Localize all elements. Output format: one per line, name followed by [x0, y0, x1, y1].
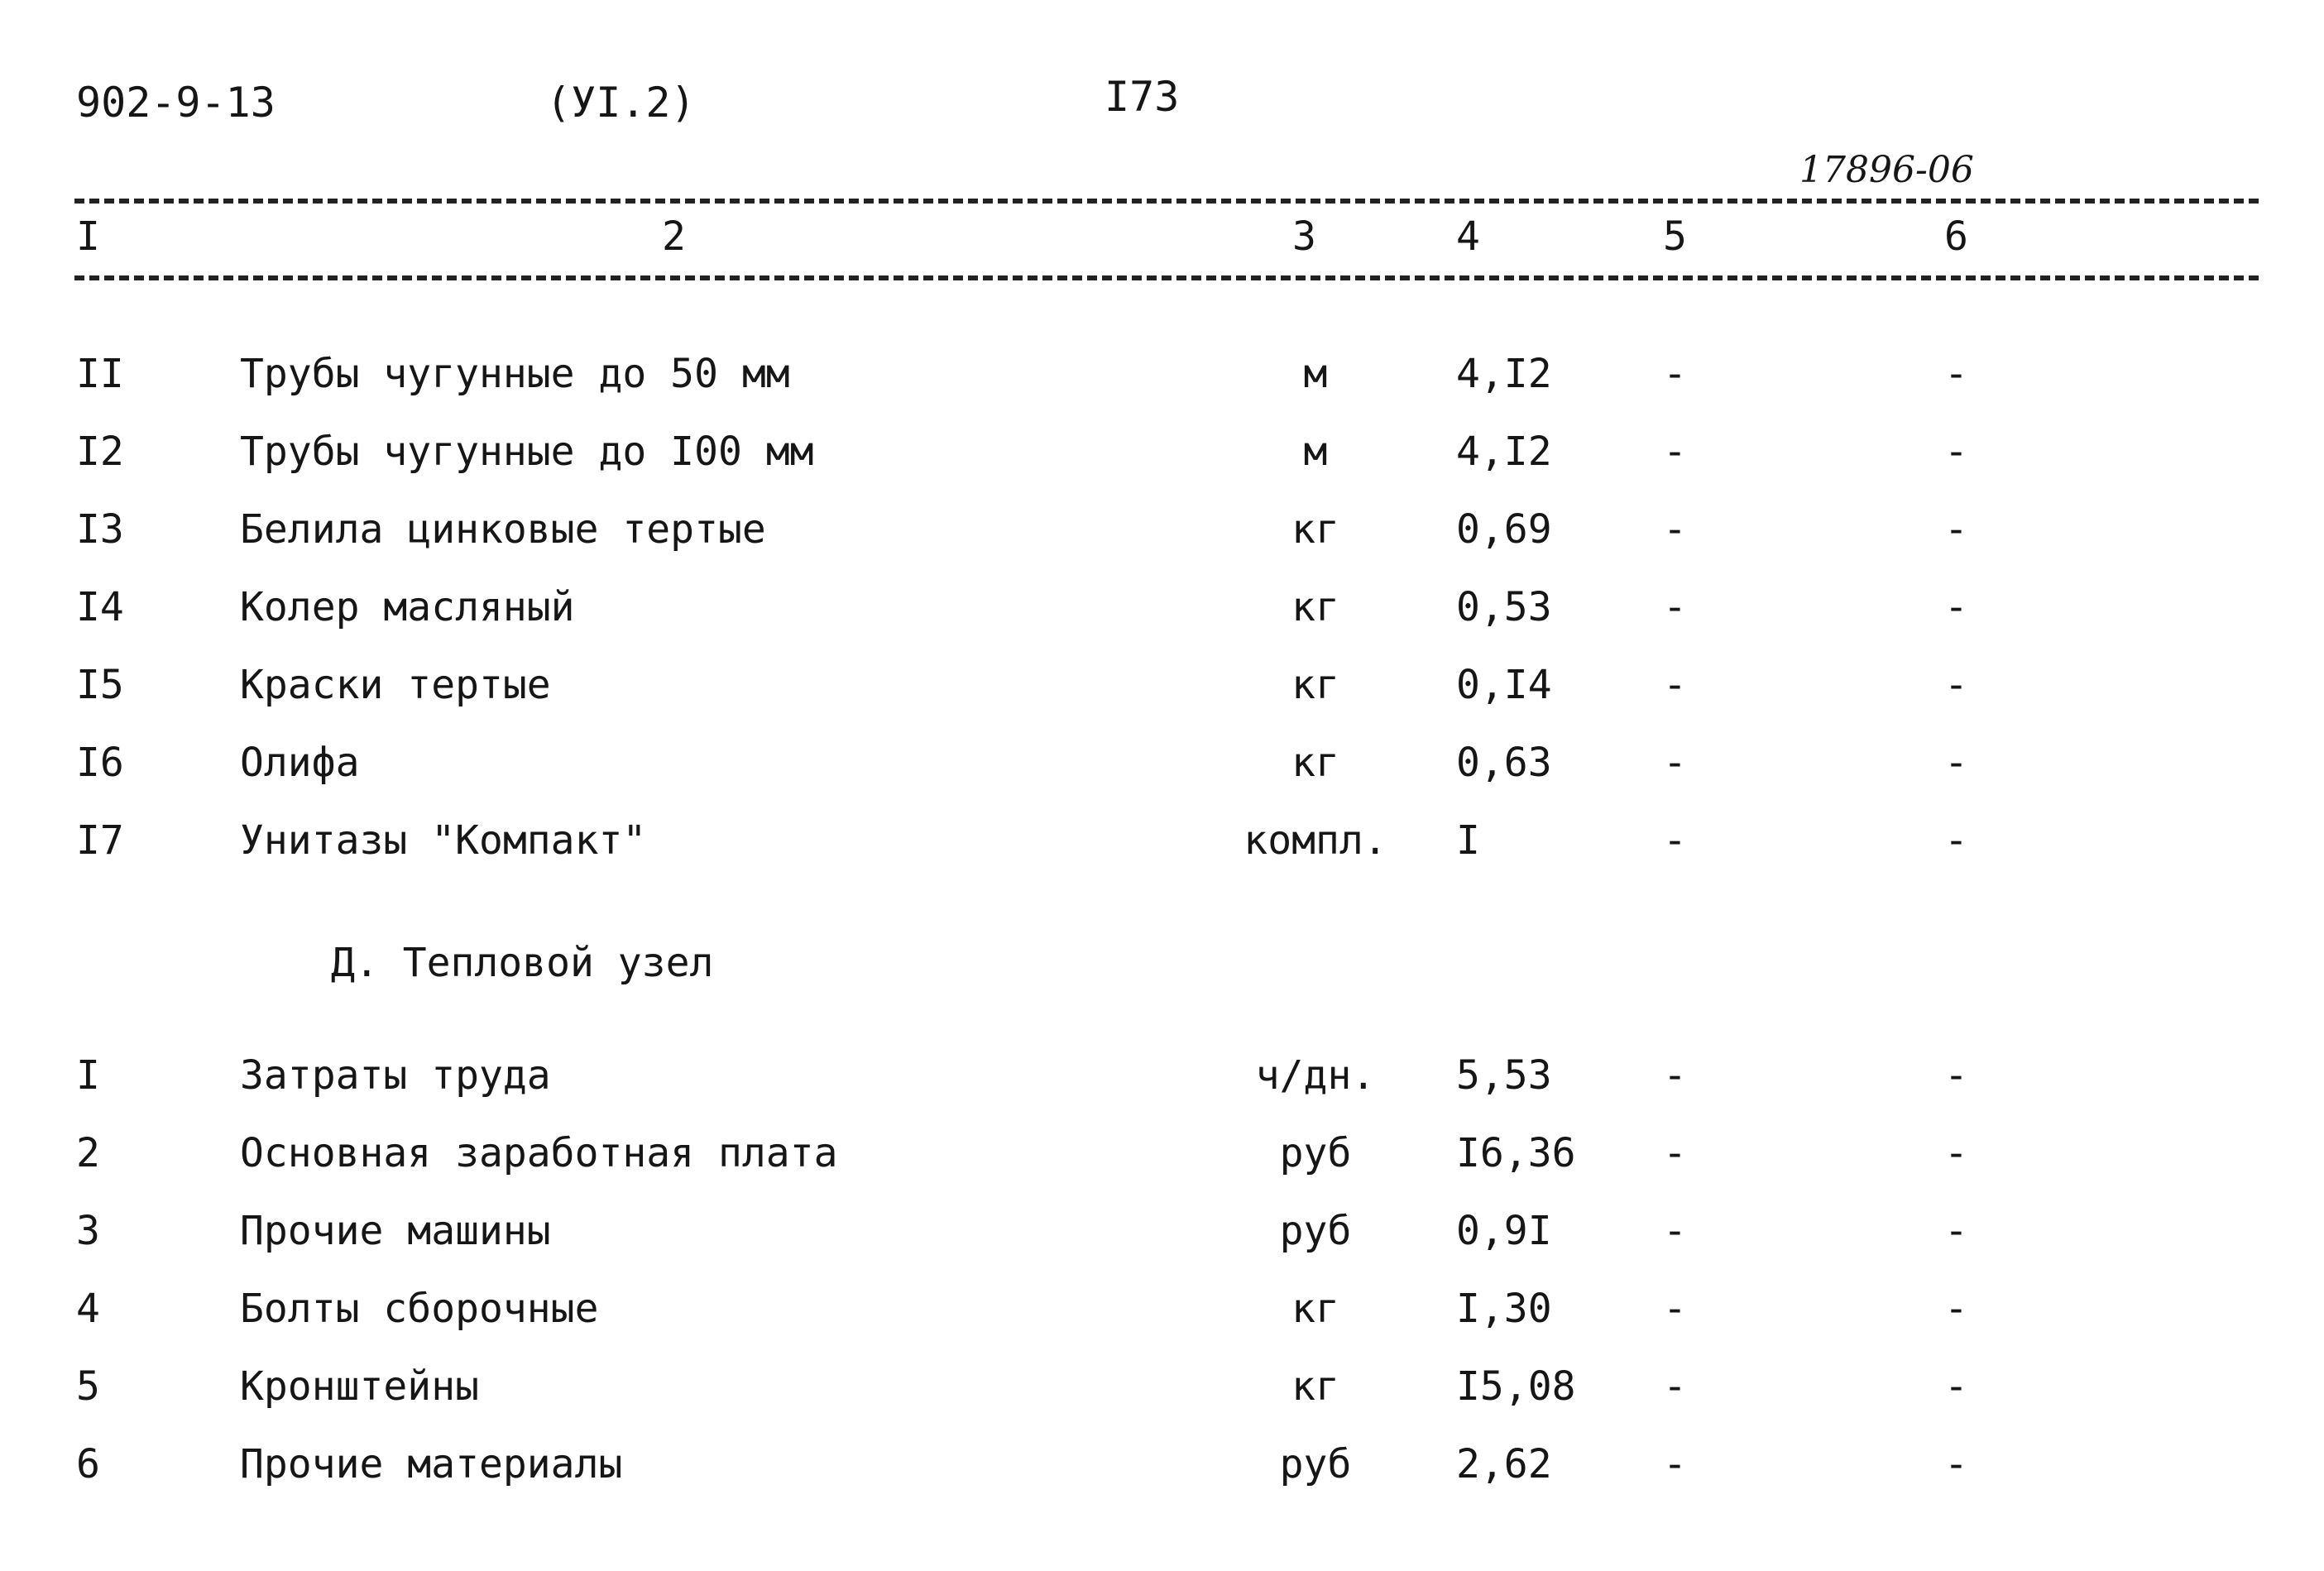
header-top-rule	[74, 199, 2259, 204]
column-5-value: -	[1663, 1286, 1687, 1332]
quantity: 0,53	[1456, 584, 1552, 630]
row-number: I4	[76, 584, 124, 630]
column-number-6: 6	[1944, 213, 1968, 260]
unit: руб	[1279, 1130, 1352, 1176]
unit: компл.	[1243, 817, 1387, 864]
column-6-value: -	[1944, 1286, 1968, 1332]
item-name: Затраты труда	[240, 1052, 551, 1099]
column-5-value: -	[1663, 506, 1687, 553]
table-row	[0, 811, 2324, 870]
unit: кг	[1291, 1286, 1339, 1332]
item-name: Прочие материалы	[240, 1441, 623, 1487]
column-number-3: 3	[1292, 213, 1316, 260]
item-name: Колер масляный	[240, 584, 575, 630]
row-number: II	[76, 351, 124, 397]
table-row	[0, 1046, 2324, 1105]
section-code: (УI.2)	[546, 79, 696, 127]
item-name: Прочие машины	[240, 1208, 551, 1254]
column-6-value: -	[1944, 817, 1968, 864]
column-6-value: -	[1944, 506, 1968, 553]
quantity: 4,I2	[1456, 351, 1552, 397]
quantity: 4,I2	[1456, 429, 1552, 475]
quantity: I,30	[1456, 1286, 1552, 1332]
column-5-value: -	[1663, 1363, 1687, 1410]
row-number: I	[76, 1052, 100, 1099]
column-6-value: -	[1944, 1130, 1968, 1176]
row-number: I3	[76, 506, 124, 553]
unit: кг	[1291, 584, 1339, 630]
item-name: Краски тертые	[240, 662, 551, 708]
item-name: Унитазы "Компакт"	[240, 817, 647, 864]
table-row	[0, 655, 2324, 715]
row-number: I2	[76, 429, 124, 475]
table-row	[0, 500, 2324, 559]
table-row	[0, 577, 2324, 637]
table-row	[0, 1201, 2324, 1261]
column-5-value: -	[1663, 429, 1687, 475]
column-5-value: -	[1663, 1441, 1687, 1487]
unit: руб	[1279, 1441, 1352, 1487]
quantity: 5,53	[1456, 1052, 1552, 1099]
row-number: I5	[76, 662, 124, 708]
row-number: 4	[76, 1286, 100, 1332]
item-name: Кронштейны	[240, 1363, 479, 1410]
column-number-4: 4	[1456, 213, 1480, 260]
section-heading: Д. Тепловой узел	[331, 940, 714, 986]
column-number-5: 5	[1663, 213, 1687, 260]
page-number: I73	[1104, 73, 1180, 121]
column-6-value: -	[1944, 1363, 1968, 1410]
quantity: 0,63	[1456, 740, 1552, 786]
column-6-value: -	[1944, 429, 1968, 475]
column-5-value: -	[1663, 1052, 1687, 1099]
unit: кг	[1291, 740, 1339, 786]
item-name: Белила цинковые тертые	[240, 506, 766, 553]
quantity: I6,36	[1456, 1130, 1576, 1176]
column-number-1: I	[76, 213, 100, 260]
table-row	[0, 733, 2324, 793]
unit: кг	[1291, 662, 1339, 708]
column-6-value: -	[1944, 1208, 1968, 1254]
table-row	[0, 422, 2324, 481]
item-name: Болты сборочные	[240, 1286, 599, 1332]
quantity: I	[1456, 817, 1480, 864]
column-6-value: -	[1944, 1052, 1968, 1099]
column-5-value: -	[1663, 584, 1687, 630]
unit: руб	[1279, 1208, 1352, 1254]
column-6-value: -	[1944, 740, 1968, 786]
quantity: 2,62	[1456, 1441, 1552, 1487]
row-number: 5	[76, 1363, 100, 1410]
handwritten-note: 17896-06	[1799, 149, 1974, 191]
column-6-value: -	[1944, 584, 1968, 630]
row-number: 6	[76, 1441, 100, 1487]
unit: кг	[1291, 1363, 1339, 1410]
table-row	[0, 1434, 2324, 1494]
column-5-value: -	[1663, 1130, 1687, 1176]
column-6-value: -	[1944, 1441, 1968, 1487]
column-number-2: 2	[662, 213, 686, 260]
column-5-value: -	[1663, 740, 1687, 786]
unit: ч/дн.	[1255, 1052, 1376, 1099]
column-5-value: -	[1663, 351, 1687, 397]
column-6-value: -	[1944, 351, 1968, 397]
quantity: 0,9I	[1456, 1208, 1552, 1254]
table-row	[0, 344, 2324, 404]
table-row	[0, 1357, 2324, 1416]
unit: м	[1303, 351, 1328, 397]
header-bottom-rule	[74, 275, 2259, 280]
row-number: 2	[76, 1130, 100, 1176]
row-number: 3	[76, 1208, 100, 1254]
column-5-value: -	[1663, 1208, 1687, 1254]
column-6-value: -	[1944, 662, 1968, 708]
unit: м	[1303, 429, 1328, 475]
item-name: Основная заработная плата	[240, 1130, 838, 1176]
quantity: 0,I4	[1456, 662, 1552, 708]
row-number: I7	[76, 817, 124, 864]
item-name: Олифа	[240, 740, 360, 786]
column-5-value: -	[1663, 662, 1687, 708]
document-code: 902-9-13	[76, 79, 276, 127]
column-5-value: -	[1663, 817, 1687, 864]
item-name: Трубы чугунные до I00 мм	[240, 429, 814, 475]
table-row	[0, 1123, 2324, 1183]
quantity: I5,08	[1456, 1363, 1576, 1410]
unit: кг	[1291, 506, 1339, 553]
quantity: 0,69	[1456, 506, 1552, 553]
row-number: I6	[76, 740, 124, 786]
item-name: Трубы чугунные до 50 мм	[240, 351, 790, 397]
table-row	[0, 1279, 2324, 1339]
